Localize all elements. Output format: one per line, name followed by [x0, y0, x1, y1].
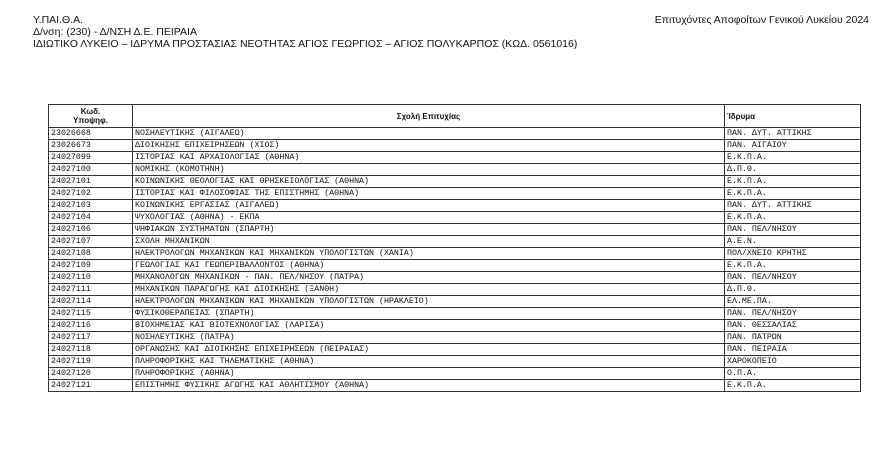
candidate-code-cell: 24027099 [49, 152, 133, 164]
institution-cell: Α.Ε.Ν. [725, 236, 861, 248]
table-row [49, 308, 861, 320]
table-row [49, 356, 861, 368]
candidate-code-cell: 24027115 [49, 308, 133, 320]
school-cell: ΓΕΩΛΟΓΙΑΣ ΚΑΙ ΓΕΩΠΕΡΙΒΑΛΛΟΝΤΟΣ (ΑΘΗΝΑ) [133, 260, 725, 272]
institution-cell: Ο.Π.Α. [725, 368, 861, 380]
table-row [49, 272, 861, 284]
table-row [49, 224, 861, 236]
candidate-code-cell: 24027102 [49, 188, 133, 200]
school-cell: ΗΛΕΚΤΡΟΛΟΓΩΝ ΜΗΧΑΝΙΚΩΝ ΚΑΙ ΜΗΧΑΝΙΚΩΝ ΥΠΟΛΟΓΙΣΤΩΝ (ΧΑΝΙΑ) [133, 248, 725, 260]
candidate-code-cell: 24027121 [49, 380, 133, 392]
institution-cell: ΠΑΝ. ΠΕΛ/ΝΗΣΟΥ [725, 272, 861, 284]
table-row [49, 200, 861, 212]
institution-cell: ΠΑΝ. ΔΥΤ. ΑΤΤΙΚΗΣ [725, 128, 861, 140]
table-row [49, 152, 861, 164]
table-body [49, 128, 861, 392]
candidate-code-cell: 24027120 [49, 368, 133, 380]
school-cell: ΣΧΟΛΗ ΜΗΧΑΝΙΚΩΝ [133, 236, 725, 248]
candidate-code-cell: 24027106 [49, 224, 133, 236]
school-cell: ΨΗΦΙΑΚΩΝ ΣΥΣΤΗΜΑΤΩΝ (ΣΠΑΡΤΗ) [133, 224, 725, 236]
institution-cell: ΠΑΝ. ΑΙΓΑΙΟΥ [725, 140, 861, 152]
candidate-code-cell: 24027116 [49, 320, 133, 332]
school-cell: ΒΙΟΧΗΜΕΙΑΣ ΚΑΙ ΒΙΟΤΕΧΝΟΛΟΓΙΑΣ (ΛΑΡΙΣΑ) [133, 320, 725, 332]
school-cell: ΔΙΟΙΚΗΣΗΣ ΕΠΙΧΕΙΡΗΣΕΩΝ (ΧΙΟΣ) [133, 140, 725, 152]
candidate-code-cell: 24027100 [49, 164, 133, 176]
candidate-code-cell: 24027109 [49, 260, 133, 272]
candidate-code-cell: 24027118 [49, 344, 133, 356]
table-header-row [49, 105, 861, 128]
school-cell: ΠΛΗΡΟΦΟΡΙΚΗΣ (ΑΘΗΝΑ) [133, 368, 725, 380]
institution-cell: ΕΛ.ΜΕ.ΠΑ. [725, 296, 861, 308]
table-row [49, 320, 861, 332]
school-cell: ΙΣΤΟΡΙΑΣ ΚΑΙ ΦΙΛΟΣΟΦΙΑΣ ΤΗΣ ΕΠΙΣΤΗΜΗΣ (ΑΘΗΝΑ) [133, 188, 725, 200]
institution-cell: ΠΑΝ. ΘΕΣΣΑΛΙΑΣ [725, 320, 861, 332]
table-row [49, 128, 861, 140]
candidate-code-cell: 24027108 [49, 248, 133, 260]
institution-cell: Δ.Π.Θ. [725, 164, 861, 176]
header-school: Σχολή Επιτυχίας [133, 105, 725, 128]
school-cell: ΝΟΣΗΛΕΥΤΙΚΗΣ (ΑΙΓΑΛΕΩ) [133, 128, 725, 140]
institution-cell: Ε.Κ.Π.Α. [725, 176, 861, 188]
institution-cell: ΧΑΡΟΚΟΠΕΙΟ [725, 356, 861, 368]
candidate-code-cell: 24027104 [49, 212, 133, 224]
candidate-code-cell: 24027103 [49, 200, 133, 212]
candidate-code-cell: 24027101 [49, 176, 133, 188]
institution-cell: Ε.Κ.Π.Α. [725, 188, 861, 200]
table-row [49, 296, 861, 308]
table-row [49, 332, 861, 344]
school-cell: ΙΣΤΟΡΙΑΣ ΚΑΙ ΑΡΧΑΙΟΛΟΓΙΑΣ (ΑΘΗΝΑ) [133, 152, 725, 164]
table-row [49, 176, 861, 188]
table-row [49, 284, 861, 296]
institution-cell: Δ.Π.Θ. [725, 284, 861, 296]
table-row [49, 344, 861, 356]
table-row [49, 368, 861, 380]
header-candidate-code [49, 105, 133, 128]
school-cell: ΜΗΧΑΝΟΛΟΓΩΝ ΜΗΧΑΝΙΚΩΝ - ΠΑΝ. ΠΕΛ/ΝΗΣΟΥ (ΠΑΤΡΑ) [133, 272, 725, 284]
institution-cell: Ε.Κ.Π.Α. [725, 152, 861, 164]
table-row [49, 212, 861, 224]
directorate-name: Δ/νση: (230) - Δ/ΝΣΗ Δ.Ε. ΠΕΙΡΑΙΑ [33, 26, 197, 38]
school-cell: ΗΛΕΚΤΡΟΛΟΓΩΝ ΜΗΧΑΝΙΚΩΝ ΚΑΙ ΜΗΧΑΝΙΚΩΝ ΥΠΟΛΟΓΙΣΤΩΝ (ΗΡΑΚΛΕΙΟ) [133, 296, 725, 308]
table-row [49, 188, 861, 200]
school-cell: ΕΠΙΣΤΗΜΗΣ ΦΥΣΙΚΗΣ ΑΓΩΓΗΣ ΚΑΙ ΑΘΛΗΤΙΣΜΟΥ (ΑΘΗΝΑ) [133, 380, 725, 392]
school-cell: ΚΟΙΝΩΝΙΚΗΣ ΘΕΟΛΟΓΙΑΣ ΚΑΙ ΘΡΗΣΚΕΙΟΛΟΓΙΑΣ (ΑΘΗΝΑ) [133, 176, 725, 188]
candidate-code-cell: 24027107 [49, 236, 133, 248]
results-table [48, 104, 861, 392]
school-name: ΙΔΙΩΤΙΚΟ ΛΥΚΕΙΟ – ΙΔΡΥΜΑ ΠΡΟΣΤΑΣΙΑΣ ΝΕΟΤΗΤΑΣ ΑΓΙΟΣ ΓΕΩΡΓΙΟΣ – ΑΓΙΟΣ ΠΟΛΥΚΑΡΠΟΣ (ΚΩΔ. 0561016) [33, 38, 578, 50]
document-title: Επιτυχόντες Αποφοίτων Γενικού Λυκείου 2024 [654, 14, 869, 26]
school-cell: ΝΟΜΙΚΗΣ (ΚΟΜΟΤΗΝΗ) [133, 164, 725, 176]
institution-cell: Ε.Κ.Π.Α. [725, 260, 861, 272]
school-cell: ΟΡΓΑΝΩΣΗΣ ΚΑΙ ΔΙΟΙΚΗΣΗΣ ΕΠΙΧΕΙΡΗΣΕΩΝ (ΠΕΙΡΑΙΑΣ) [133, 344, 725, 356]
school-cell: ΠΛΗΡΟΦΟΡΙΚΗΣ ΚΑΙ ΤΗΛΕΜΑΤΙΚΗΣ (ΑΘΗΝΑ) [133, 356, 725, 368]
institution-cell: Ε.Κ.Π.Α. [725, 212, 861, 224]
header-code-line2: Υποψηφ. [73, 116, 108, 125]
school-cell: ΜΗΧΑΝΙΚΩΝ ΠΑΡΑΓΩΓΗΣ ΚΑΙ ΔΙΟΙΚΗΣΗΣ (ΞΑΝΘΗ) [133, 284, 725, 296]
header-institution: Ίδρυμα [725, 105, 861, 128]
institution-cell: ΠΑΝ. ΔΥΤ. ΑΤΤΙΚΗΣ [725, 200, 861, 212]
table-row [49, 164, 861, 176]
school-cell: ΝΟΣΗΛΕΥΤΙΚΗΣ (ΠΑΤΡΑ) [133, 332, 725, 344]
institution-cell: Ε.Κ.Π.Α. [725, 380, 861, 392]
header-code-line1: Κωδ. [80, 107, 101, 116]
institution-cell: ΠΑΝ. ΠΕΛ/ΝΗΣΟΥ [725, 224, 861, 236]
candidate-code-cell: 24027111 [49, 284, 133, 296]
candidate-code-cell: 24027114 [49, 296, 133, 308]
table-row [49, 260, 861, 272]
table-row [49, 380, 861, 392]
school-cell: ΦΥΣΙΚΟΘΕΡΑΠΕΙΑΣ (ΣΠΑΡΤΗ) [133, 308, 725, 320]
table-row [49, 248, 861, 260]
candidate-code-cell: 23026668 [49, 128, 133, 140]
candidate-code-cell: 23026673 [49, 140, 133, 152]
institution-cell: ΠΑΝ. ΠΑΤΡΩΝ [725, 332, 861, 344]
school-cell: ΨΥΧΟΛΟΓΙΑΣ (ΑΘΗΝΑ) - ΕΚΠΑ [133, 212, 725, 224]
institution-cell: ΠΑΝ. ΠΕΙΡΑΙΑ [725, 344, 861, 356]
ministry-name: Υ.ΠΑΙ.Θ.Α. [33, 14, 84, 26]
table-row [49, 140, 861, 152]
candidate-code-cell: 24027117 [49, 332, 133, 344]
table-row [49, 236, 861, 248]
candidate-code-cell: 24027110 [49, 272, 133, 284]
candidate-code-cell: 24027119 [49, 356, 133, 368]
school-cell: ΚΟΙΝΩΝΙΚΗΣ ΕΡΓΑΣΙΑΣ (ΑΙΓΑΛΕΩ) [133, 200, 725, 212]
institution-cell: ΠΑΝ. ΠΕΛ/ΝΗΣΟΥ [725, 308, 861, 320]
institution-cell: ΠΟΛ/ΧΝΕΙΟ ΚΡΗΤΗΣ [725, 248, 861, 260]
